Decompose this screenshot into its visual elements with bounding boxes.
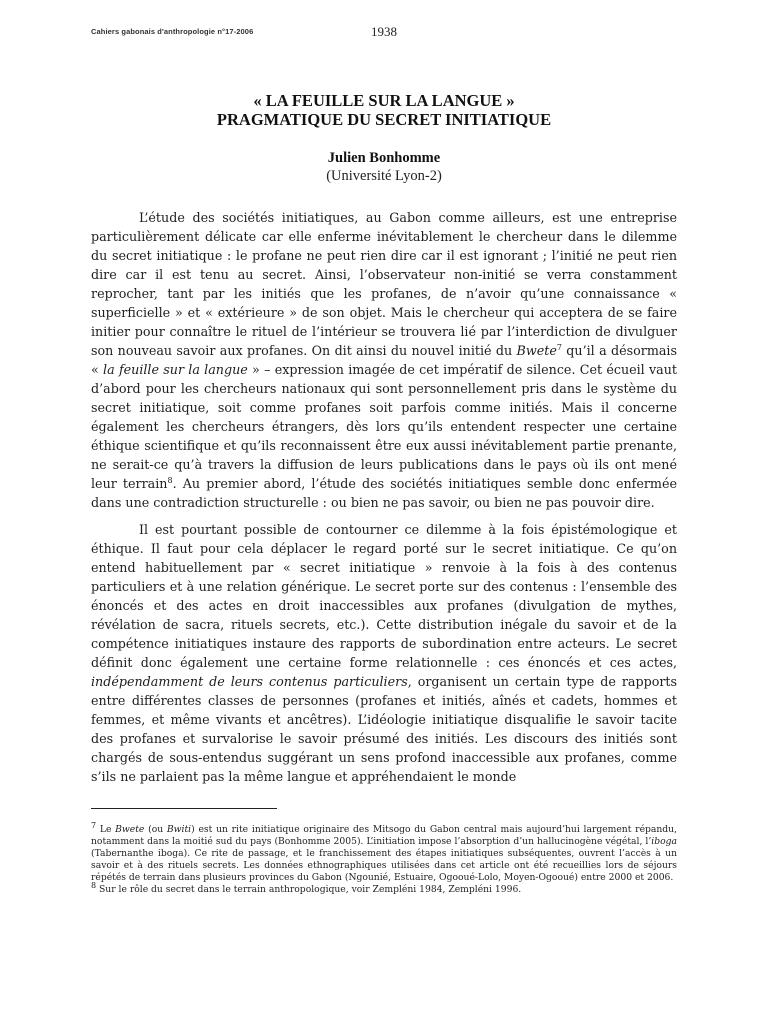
footnote-7-bwiti: Bwiti <box>166 824 192 835</box>
independamment-phrase: indépendamment de leurs contenus particuliers <box>91 674 408 689</box>
paragraph-1-text-b: qu’il a désormais « <box>91 343 677 377</box>
article-body <box>91 208 677 786</box>
page-number: 1938 <box>371 24 397 39</box>
footnote-7-text-a: Le <box>96 824 116 835</box>
footnote-8-marker: 8 <box>91 880 97 890</box>
bwete-term: Bwete <box>516 343 557 358</box>
paragraph-1-text-d: . Au premier abord, l’étude des sociétés initiatiques semble donc enfermée dans une contradiction structurelle : ou bien ne pas savoir, ou bien ne pas pouvoir dire. <box>91 476 677 510</box>
author-affiliation: (Université Lyon-2) <box>326 168 442 184</box>
paragraph-1 <box>91 208 677 512</box>
paragraph-2-text-a: Il est pourtant possible de contourner ce dilemme à la fois épistémologique et éthique. Il faut pour cela déplacer le regard porté sur le secret initiatique. Ce qu’on entend habituellement par « secret initiatique » renvoie à la fois à des contenus particuliers et à une relation générique. Le secret porte sur des contenus : l’ensemble des énoncés et des actes en droit inaccessibles aux profanes (divulgation de mythes, révélation de sacra, rituels secrets, etc.). Cette distribution inégale du savoir et de la compétence initiatiques instaure des rapports de subordination entre acteurs. Le secret définit donc également une certaine forme relationnelle : ces énoncés et ces actes, <box>91 522 677 670</box>
paragraph-2-text-b: , organisent un certain type de rapports entre différentes classes de personnes (profanes et initiés, aînés et cadets, hommes et femmes, et même vivants et ancêtres). L’idéologie initiatique disqualifie le savoir tacite des profanes et survalorise le savoir présumé des initiés. Les discours des initiés sont chargés de sous-entendus suggérant un sens profond inaccessible aux profanes, comme s’ils ne parlaient pas la même langue et appréhendaient le monde <box>91 674 678 784</box>
footnote-7-marker: 7 <box>91 820 97 830</box>
article-title-line-2: PRAGMATIQUE DU SECRET INITIATIQUE <box>216 110 552 129</box>
footnotes <box>91 820 678 896</box>
footnote-8-text: Sur le rôle du secret dans le terrain anthropologique, voir Zempléni 1984, Zempléni 1996. <box>96 884 522 895</box>
footnote-8 <box>91 880 677 896</box>
footnote-7-text-c: ) est un rite initiatique originaire des Mitsogo du Gabon central mais aujourd’hui largement répandu, notamment dans la moitié sud du pays (Bonhomme 2005). L’initiation impose l’absorption d’un hallucinogène végétal, l’ <box>91 824 678 847</box>
paragraph-1-text-c: » – expression imagée de cet impératif de silence. Cet écueil vaut d’abord pour les chercheurs nationaux qui sont personnellement pris dans le système du secret initiatique, soit comme profanes soit parfois comme initiés. Mais il concerne également les chercheurs étrangers, dès lors qu’ils entendent respecter une certaine éthique scientifique et qu’ils reconnaissent être eux aussi inévitablement partie prenante, ne serait-ce qu’à travers la diffusion de leurs publications dans le pays où ils ont mené leur terrain <box>91 362 678 491</box>
footnote-7 <box>91 820 678 884</box>
footnote-7-bwete: Bwete <box>115 824 145 835</box>
running-head: Cahiers gabonais d'anthropologie n°17-2006 <box>91 27 254 36</box>
footnote-7-iboga: iboga <box>651 836 677 847</box>
footnote-ref-8[interactable]: 8 <box>167 475 173 485</box>
paragraph-1-text-a: L’étude des sociétés initiatiques, au Gabon comme ailleurs, est une entreprise particulièrement délicate car elle enferme inévitablement le chercheur dans le dilemme du secret initiatique : le profane ne peut rien dire car il est ignorant ; l’initié ne peut rien dire car il est tenu au secret. Ainsi, l’observateur non-initié se verra constamment reprocher, tant par les initiés que les profanes, de n’avoir qu’une connaissance « superficielle » et « extérieure » de son objet. Mais le chercheur qui acceptera de se faire initier pour connaître le rituel de l’intérieur se trouvera lié par l’interdiction de divulguer son nouveau savoir aux profanes. On dit ainsi du nouvel initié du <box>91 210 677 358</box>
feuille-phrase: la feuille sur la langue <box>103 362 248 377</box>
author-name: Julien Bonhomme <box>327 150 441 166</box>
paragraph-2 <box>91 520 677 786</box>
footnote-separator <box>91 808 277 809</box>
article-title-line-1: « LA FEUILLE SUR LA LANGUE » <box>253 91 515 110</box>
footnote-7-text-d: (Tabernanthe iboga). Ce rite de passage, et le franchissement des étapes initiatiques subséquentes, ouvrent l’accès à un savoir et à des rituels secrets. Les données ethnographiques utilisées dans cet article ont été recueillies lors de séjours répétés de terrain dans plusieurs provinces du Gabon (Ngounié, Estuaire, Ogooué-Lolo, Moyen-Ogooué) entre 2000 et 2006. <box>91 848 677 883</box>
footnote-ref-7[interactable]: 7 <box>556 342 562 352</box>
footnote-7-text-b: (ou <box>144 824 167 835</box>
